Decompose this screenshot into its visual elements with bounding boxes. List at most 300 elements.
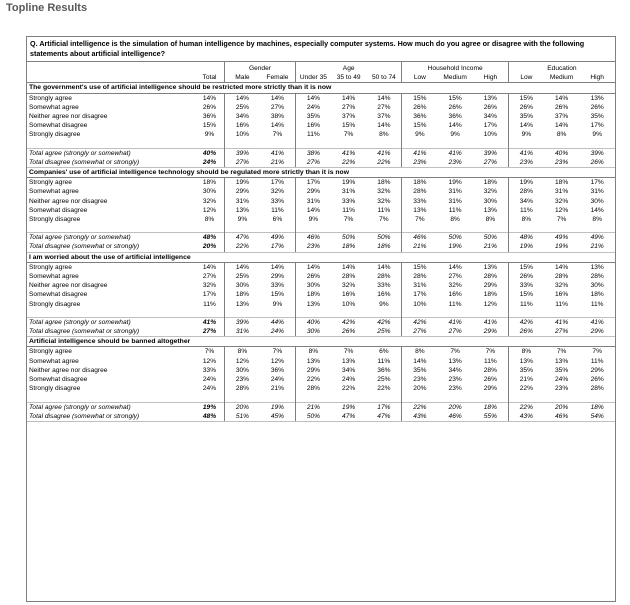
cell-value: 32% [342, 282, 356, 290]
cell-value: 16% [448, 291, 462, 299]
cell-value: 30% [295, 327, 330, 337]
cell-value: 14% [519, 122, 533, 130]
cell-value: 33% [413, 197, 427, 205]
cell-value: 11% [590, 300, 604, 308]
cell-value: 28% [555, 273, 569, 281]
summary-row [27, 242, 615, 252]
cell-value: 32% [366, 197, 402, 206]
cell-value: 12% [473, 300, 509, 309]
cell-value: 26% [195, 103, 224, 112]
cell-value: 15% [342, 122, 356, 130]
cell-value: 28% [473, 366, 509, 375]
section-title: The government's use of artificial intelligence should be restricted more strictly than it is now [27, 83, 615, 93]
table-row [27, 347, 615, 357]
cell-value: 26% [590, 103, 604, 111]
cell-value: 27% [544, 327, 579, 337]
header-group-age: Age [295, 62, 401, 73]
row-label: Somewhat disagree [29, 122, 88, 130]
cell-value: 15% [519, 263, 533, 271]
cell-value: 40% [195, 148, 224, 158]
cell-value: 41% [195, 317, 224, 327]
cell-value: 37% [366, 112, 402, 121]
summary-row [27, 402, 615, 412]
cell-value: 19% [235, 179, 250, 187]
table-row [27, 215, 615, 224]
cell-value: 22% [519, 385, 533, 393]
spacer-cell [27, 224, 195, 233]
cell-value: 23% [508, 158, 543, 168]
cell-value: 8% [556, 131, 567, 139]
spacer-row [27, 394, 615, 403]
cell-value: 15% [519, 291, 533, 299]
spacer-cell [579, 394, 615, 403]
cell-value: 13% [306, 357, 321, 365]
cell-value: 11% [342, 206, 355, 214]
question-text: Q. Artificial intelligence is the simulation of human intelligence by machines, especially computer systems. How much do you agree or disagree with the following statements about artificial intelligence? [27, 37, 615, 62]
spacer-cell [331, 140, 366, 149]
cell-value: 17% [590, 122, 604, 130]
spacer-cell [331, 224, 366, 233]
table-row [27, 357, 615, 366]
cell-value: 48% [508, 233, 543, 243]
table-row [27, 366, 615, 375]
cell-value: 7% [592, 348, 602, 356]
spacer-cell [437, 309, 472, 318]
cell-value: 14% [555, 122, 569, 130]
row-label: Strongly disagree [29, 385, 81, 393]
cell-value: 21% [402, 242, 437, 252]
cell-value: 15% [413, 94, 427, 102]
cell-value: 13% [306, 300, 321, 308]
cell-value: 8% [521, 348, 532, 356]
spacer-cell [544, 224, 579, 233]
cell-value: 51% [224, 412, 259, 422]
cell-value: 42% [508, 317, 543, 327]
cell-value: 13% [448, 357, 462, 365]
row-label: Strongly disagree [29, 300, 81, 308]
row-label: Total disagree (somewhat or strongly) [27, 327, 195, 337]
cell-value: 35% [519, 366, 533, 374]
cell-value: 31% [306, 197, 321, 205]
cell-value: 28% [306, 385, 321, 393]
table-row [27, 262, 615, 272]
cell-value: 13% [590, 263, 604, 271]
summary-row [27, 158, 615, 168]
table-row [27, 121, 615, 130]
cell-value: 21% [473, 242, 509, 252]
spacer-cell [402, 309, 437, 318]
cell-value: 18% [590, 291, 604, 299]
cell-value: 8% [195, 215, 224, 224]
spacer-cell [295, 394, 330, 403]
header-group-row [27, 62, 615, 73]
cell-value: 14% [235, 263, 250, 271]
cell-value: 15% [448, 94, 462, 102]
cell-value: 7% [556, 348, 567, 356]
row-label: Total disagree (somewhat or strongly) [27, 158, 195, 168]
cell-value: 16% [555, 291, 569, 299]
spacer-cell [437, 224, 472, 233]
cell-value: 18% [473, 402, 509, 412]
cell-value: 7% [450, 348, 460, 356]
cell-value: 21% [260, 384, 295, 393]
cell-value: 19% [331, 402, 366, 412]
column-header-4: Under 35 [299, 74, 327, 82]
cell-value: 17% [413, 291, 427, 299]
cell-value: 26% [473, 103, 509, 112]
cell-value: 41% [331, 148, 366, 158]
spacer-cell [579, 224, 615, 233]
cell-value: 13% [555, 357, 569, 365]
cell-value: 31% [448, 197, 462, 205]
cell-value: 19% [544, 242, 579, 252]
cell-value: 18% [473, 290, 509, 299]
cell-value: 29% [473, 327, 509, 337]
row-label: Neither agree nor disagree [29, 366, 108, 374]
cell-value: 50% [473, 233, 509, 243]
cell-value: 14% [366, 262, 402, 272]
cell-value: 24% [195, 158, 224, 168]
cell-value: 11% [448, 206, 462, 214]
cell-value: 22% [331, 158, 366, 168]
cell-value: 26% [590, 376, 604, 384]
cell-value: 32% [555, 282, 569, 290]
cell-value: 39% [473, 148, 509, 158]
row-label: Strongly disagree [29, 216, 81, 224]
cell-value: 22% [306, 376, 321, 384]
cell-value: 8% [237, 348, 248, 356]
cell-value: 40% [295, 317, 330, 327]
cell-value: 48% [195, 412, 224, 422]
cell-value: 32% [195, 281, 224, 290]
spacer-cell [295, 309, 330, 318]
cell-value: 9% [366, 300, 402, 309]
cell-value: 34% [342, 366, 356, 374]
cell-value: 37% [342, 113, 356, 121]
cell-value: 26% [555, 103, 569, 111]
section-title: Companies' use of artificial intelligence technology should be regulated more strictly than it is now [27, 168, 615, 178]
cell-value: 12% [195, 357, 224, 366]
header-spacer [27, 62, 195, 73]
spacer-cell [473, 394, 509, 403]
cell-value: 18% [366, 178, 402, 188]
cell-value: 27% [402, 327, 437, 337]
cell-value: 11% [520, 300, 533, 308]
cell-value: 18% [473, 178, 509, 188]
cell-value: 46% [437, 412, 472, 422]
cell-value: 15% [195, 121, 224, 130]
cell-value: 32% [366, 187, 402, 196]
cell-value: 27% [448, 273, 462, 281]
cell-value: 24% [342, 376, 356, 384]
cell-value: 9% [260, 300, 295, 309]
row-label: Total disagree (somewhat or strongly) [27, 412, 195, 422]
row-label: Somewhat disagree [29, 376, 88, 384]
cell-value: 23% [437, 158, 472, 168]
spacer-cell [473, 224, 509, 233]
cell-value: 30% [195, 187, 224, 196]
cell-value: 31% [342, 188, 356, 196]
cell-value: 31% [448, 188, 462, 196]
section-title: Artificial intelligence should be banned altogether [27, 337, 615, 347]
cell-value: 23% [402, 158, 437, 168]
cell-value: 35% [306, 113, 321, 121]
cell-value: 46% [402, 233, 437, 243]
topline-table-frame [26, 36, 616, 602]
cell-value: 18% [579, 402, 615, 412]
cell-value: 10% [473, 130, 509, 139]
cell-value: 32% [260, 187, 295, 196]
cell-value: 22% [366, 158, 402, 168]
section-title-row [27, 83, 615, 93]
spacer-cell [27, 140, 195, 149]
cell-value: 36% [260, 366, 295, 375]
row-label: Somewhat disagree [29, 206, 88, 214]
cell-value: 28% [519, 188, 533, 196]
cell-value: 8% [415, 348, 425, 356]
cell-value: 17% [195, 290, 224, 299]
cell-value: 32% [555, 197, 569, 205]
cell-value: 14% [448, 263, 462, 271]
section-title-row [27, 337, 615, 347]
cell-value: 31% [235, 197, 250, 205]
cell-value: 31% [224, 327, 259, 337]
cell-value: 14% [306, 263, 321, 271]
cell-value: 26% [519, 273, 533, 281]
cell-value: 14% [195, 262, 224, 272]
cell-value: 41% [544, 317, 579, 327]
spacer-cell [544, 394, 579, 403]
cell-value: 34% [473, 112, 509, 121]
cell-value: 48% [195, 233, 224, 243]
cell-value: 18% [195, 178, 224, 188]
cell-value: 14% [260, 121, 295, 130]
row-label: Neither agree nor disagree [29, 282, 108, 290]
cell-value: 33% [260, 197, 295, 206]
cell-value: 14% [366, 121, 402, 130]
table-row [27, 187, 615, 196]
cell-value: 46% [544, 412, 579, 422]
row-label: Strongly agree [29, 348, 72, 356]
cell-value: 11% [448, 300, 462, 308]
cell-value: 11% [260, 206, 295, 215]
cell-value: 23% [448, 385, 462, 393]
cell-value: 18% [331, 242, 366, 252]
spacer-cell [295, 224, 330, 233]
column-header-10: Low [520, 74, 533, 82]
cell-value: 41% [473, 317, 509, 327]
row-label: Total agree (strongly or somewhat) [27, 402, 195, 412]
cell-value: 19% [437, 242, 472, 252]
header-group-income: Household Income [402, 62, 508, 73]
spacer-row [27, 224, 615, 233]
spacer-cell [224, 394, 259, 403]
cell-value: 28% [235, 385, 250, 393]
header-group-gender: Gender [224, 62, 295, 73]
cell-value: 24% [555, 376, 569, 384]
cell-value: 42% [366, 317, 402, 327]
cell-value: 21% [579, 242, 615, 252]
cell-value: 36% [366, 366, 402, 375]
column-header-1: Total [195, 73, 224, 83]
cell-value: 26% [306, 273, 321, 281]
cell-value: 26% [473, 375, 509, 384]
column-header-12: High [590, 74, 604, 82]
cell-value: 29% [306, 366, 321, 374]
cell-value: 7% [195, 347, 224, 357]
cell-value: 16% [366, 290, 402, 299]
cell-value: 47% [366, 412, 402, 422]
spacer-cell [331, 309, 366, 318]
cell-value: 10% [235, 131, 250, 139]
cell-value: 30% [590, 197, 604, 205]
cell-value: 17% [590, 179, 604, 187]
table-row [27, 130, 615, 139]
cell-value: 49% [579, 233, 615, 243]
spacer-cell [195, 394, 224, 403]
cell-value: 26% [508, 327, 543, 337]
cell-value: 27% [473, 158, 509, 168]
cell-value: 14% [260, 93, 295, 103]
spacer-cell [366, 309, 402, 318]
spacer-cell [508, 224, 543, 233]
cell-value: 17% [260, 178, 295, 188]
row-label: Somewhat disagree [29, 291, 88, 299]
summary-row [27, 233, 615, 243]
cell-value: 14% [260, 262, 295, 272]
table-row [27, 206, 615, 215]
spacer-cell [579, 140, 615, 149]
spacer-cell [508, 309, 543, 318]
cell-value: 35% [519, 113, 533, 121]
cell-value: 9% [415, 131, 425, 139]
cell-value: 54% [579, 412, 615, 422]
cell-value: 32% [195, 197, 224, 206]
table-row [27, 384, 615, 393]
cell-value: 16% [342, 291, 356, 299]
spacer-cell [260, 309, 295, 318]
cell-value: 41% [402, 148, 437, 158]
cell-value: 14% [555, 94, 569, 102]
cell-value: 27% [195, 327, 224, 337]
cell-value: 8% [521, 216, 532, 224]
cell-value: 24% [260, 375, 295, 384]
spacer-cell [402, 224, 437, 233]
spacer-cell [544, 309, 579, 318]
cell-value: 44% [260, 317, 295, 327]
spacer-cell [260, 140, 295, 149]
cell-value: 42% [331, 317, 366, 327]
spacer-cell [195, 224, 224, 233]
spacer-cell [224, 309, 259, 318]
cell-value: 7% [366, 215, 402, 224]
cell-value: 33% [519, 282, 533, 290]
cell-value: 33% [342, 197, 356, 205]
cell-value: 34% [235, 113, 250, 121]
cell-value: 14% [306, 94, 321, 102]
cell-value: 28% [473, 272, 509, 281]
spacer-cell [260, 394, 295, 403]
column-header-row [27, 73, 615, 83]
cell-value: 17% [366, 402, 402, 412]
cell-value: 7% [473, 347, 509, 357]
cell-value: 42% [402, 317, 437, 327]
cell-value: 31% [555, 188, 569, 196]
cell-value: 27% [195, 272, 224, 281]
spacer-cell [473, 309, 509, 318]
section-title-row [27, 168, 615, 178]
table-row [27, 112, 615, 121]
section-title-row [27, 252, 615, 262]
cell-value: 19% [519, 179, 533, 187]
table-row [27, 300, 615, 309]
cell-value: 20% [544, 402, 579, 412]
cell-value: 28% [413, 273, 427, 281]
cell-value: 12% [260, 357, 295, 366]
cell-value: 10% [342, 300, 356, 308]
cell-value: 38% [295, 148, 330, 158]
cell-value: 40% [544, 148, 579, 158]
cell-value: 17% [473, 121, 509, 130]
spacer-cell [579, 309, 615, 318]
cell-value: 11% [473, 357, 509, 366]
cell-value: 26% [413, 103, 427, 111]
cell-value: 14% [590, 206, 604, 214]
cell-value: 14% [306, 206, 321, 214]
cell-value: 31% [413, 282, 427, 290]
cell-value: 9% [308, 216, 319, 224]
row-label: Total agree (strongly or somewhat) [27, 317, 195, 327]
spacer-cell [544, 140, 579, 149]
cell-value: 26% [579, 158, 615, 168]
cell-value: 32% [473, 187, 509, 196]
cell-value: 24% [260, 327, 295, 337]
spacer-cell [224, 224, 259, 233]
cell-value: 31% [590, 188, 604, 196]
table-row [27, 103, 615, 112]
spacer-cell [27, 309, 195, 318]
cell-value: 20% [413, 385, 427, 393]
spacer-cell [366, 224, 402, 233]
cell-value: 13% [519, 357, 533, 365]
table-row [27, 197, 615, 206]
cell-value: 6% [366, 347, 402, 357]
cell-value: 50% [331, 233, 366, 243]
cell-value: 8% [308, 348, 319, 356]
cell-value: 41% [508, 148, 543, 158]
cell-value: 45% [260, 412, 295, 422]
cell-value: 20% [224, 402, 259, 412]
cell-value: 18% [413, 179, 427, 187]
column-header-6: 50 to 74 [366, 73, 402, 83]
cell-value: 29% [235, 188, 250, 196]
cell-value: 28% [590, 385, 604, 393]
cell-value: 30% [235, 282, 250, 290]
spacer-cell [437, 394, 472, 403]
cell-value: 39% [224, 317, 259, 327]
cell-value: 22% [508, 402, 543, 412]
cell-value: 27% [224, 158, 259, 168]
cell-value: 13% [413, 206, 427, 214]
column-header-3: Female [260, 73, 295, 83]
spacer-row [27, 309, 615, 318]
cell-value: 29% [473, 281, 509, 290]
summary-row [27, 327, 615, 337]
row-label: Total disagree (somewhat or strongly) [27, 242, 195, 252]
cell-value: 11% [555, 300, 568, 308]
cell-value: 41% [366, 148, 402, 158]
spacer-cell [366, 140, 402, 149]
